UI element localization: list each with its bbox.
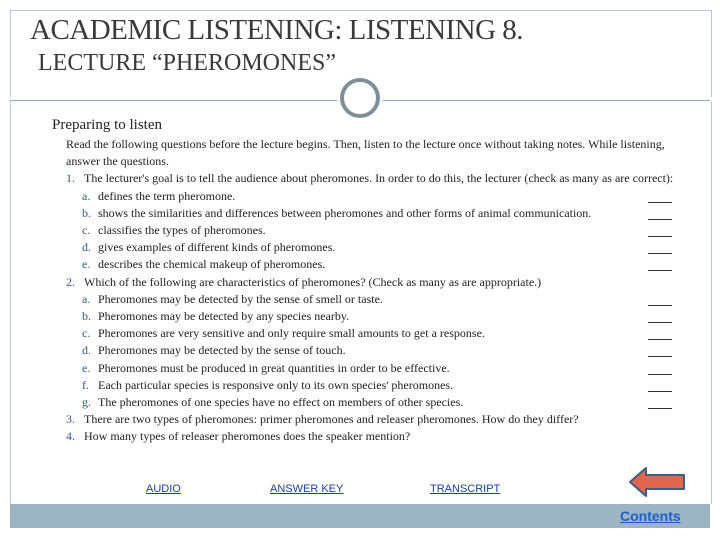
question-text: The lecturer's goal is to tell the audience about pheromones. In order to do this, the lecturer (check as many as are correct): — [84, 171, 674, 186]
option-1a[interactable] — [66, 188, 676, 205]
section-heading: Preparing to listen — [52, 117, 162, 133]
option-text: describes the chemical makeup of pheromones. — [98, 257, 326, 272]
questions-body — [66, 136, 676, 446]
question-2 — [66, 274, 676, 291]
answer-blank[interactable] — [648, 239, 672, 254]
transcript-link[interactable]: TRANSCRIPT — [430, 483, 501, 495]
answer-blank[interactable] — [648, 205, 672, 220]
option-2b[interactable] — [66, 308, 676, 325]
question-3 — [66, 411, 676, 428]
answer-blank[interactable] — [648, 222, 672, 237]
option-text: Pheromones are very sensitive and only require small amounts to get a response. — [98, 326, 485, 341]
answer-blank[interactable] — [648, 325, 672, 340]
page-title: ACADEMIC LISTENING: LISTENING 8. — [30, 14, 524, 46]
option-letter: g. — [82, 395, 91, 410]
option-text: defines the term pheromone. — [98, 188, 236, 203]
question-number: 3. — [66, 412, 75, 427]
option-letter: b. — [82, 205, 91, 220]
option-letter: e. — [82, 360, 91, 375]
question-4 — [66, 428, 676, 445]
audio-link[interactable]: AUDIO — [146, 483, 181, 495]
question-number: 4. — [66, 429, 75, 444]
option-text: Each particular species is responsive only to its own species' pheromones. — [98, 377, 454, 392]
option-1c[interactable] — [66, 222, 676, 239]
answer-blank[interactable] — [648, 308, 672, 323]
option-text: classifies the types of pheromones. — [98, 223, 266, 238]
footer-bar — [10, 504, 710, 528]
option-letter: f. — [82, 377, 89, 392]
intro-text: Read the following questions before the lecture begins. Then, listen to the lecture once without taking notes. While listening, answer the questions. — [66, 137, 665, 169]
answer-blank[interactable] — [648, 291, 672, 306]
option-2g[interactable] — [66, 394, 676, 411]
answer-blank[interactable] — [648, 377, 672, 392]
option-letter: a. — [82, 188, 91, 203]
option-2f[interactable] — [66, 377, 676, 394]
back-button[interactable] — [628, 466, 686, 498]
option-text: Pheromones may be detected by the sense of touch. — [98, 343, 346, 358]
option-text: Pheromones may be detected by any species nearby. — [98, 309, 350, 324]
option-2a[interactable] — [66, 291, 676, 308]
answer-key-link[interactable]: ANSWER KEY — [270, 483, 344, 495]
option-1e[interactable] — [66, 256, 676, 273]
option-letter: c. — [82, 326, 91, 341]
option-2c[interactable] — [66, 325, 676, 342]
page-subtitle: LECTURE “PHEROMONES” — [38, 50, 336, 76]
option-letter: b. — [82, 309, 91, 324]
answer-blank[interactable] — [648, 256, 672, 271]
option-letter: a. — [82, 291, 91, 306]
option-2d[interactable] — [66, 342, 676, 359]
option-text: gives examples of different kinds of pheromones. — [98, 240, 336, 255]
option-text: Pheromones must be produced in great quantities in order to be effective. — [98, 360, 450, 375]
option-text: Pheromones may be detected by the sense of smell or taste. — [98, 291, 383, 306]
left-arrow-icon — [628, 466, 686, 498]
option-text: shows the similarities and differences between pheromones and other forms of animal communication. — [98, 205, 592, 220]
option-1d[interactable] — [66, 239, 676, 256]
option-1b[interactable] — [66, 205, 676, 222]
option-letter: d. — [82, 240, 91, 255]
answer-blank[interactable] — [648, 394, 672, 409]
contents-link[interactable]: Contents — [620, 508, 681, 524]
question-text: There are two types of pheromones: primer pheromones and releaser pheromones. How do they differ? — [84, 412, 579, 427]
answer-blank[interactable] — [648, 342, 672, 357]
option-letter: c. — [82, 223, 91, 238]
question-1 — [66, 170, 676, 187]
question-text: How many types of releaser pheromones does the speaker mention? — [84, 429, 411, 444]
resource-links — [0, 483, 720, 499]
answer-blank[interactable] — [648, 188, 672, 203]
question-number: 2. — [66, 274, 75, 289]
option-letter: e. — [82, 257, 91, 272]
option-text: The pheromones of one species have no effect on members of other species. — [98, 395, 464, 410]
answer-blank[interactable] — [648, 360, 672, 375]
option-letter: d. — [82, 343, 91, 358]
question-text: Which of the following are characteristics of pheromones? (Check as many as are appropriate.) — [84, 274, 542, 289]
option-2e[interactable] — [66, 360, 676, 377]
question-number: 1. — [66, 171, 75, 186]
